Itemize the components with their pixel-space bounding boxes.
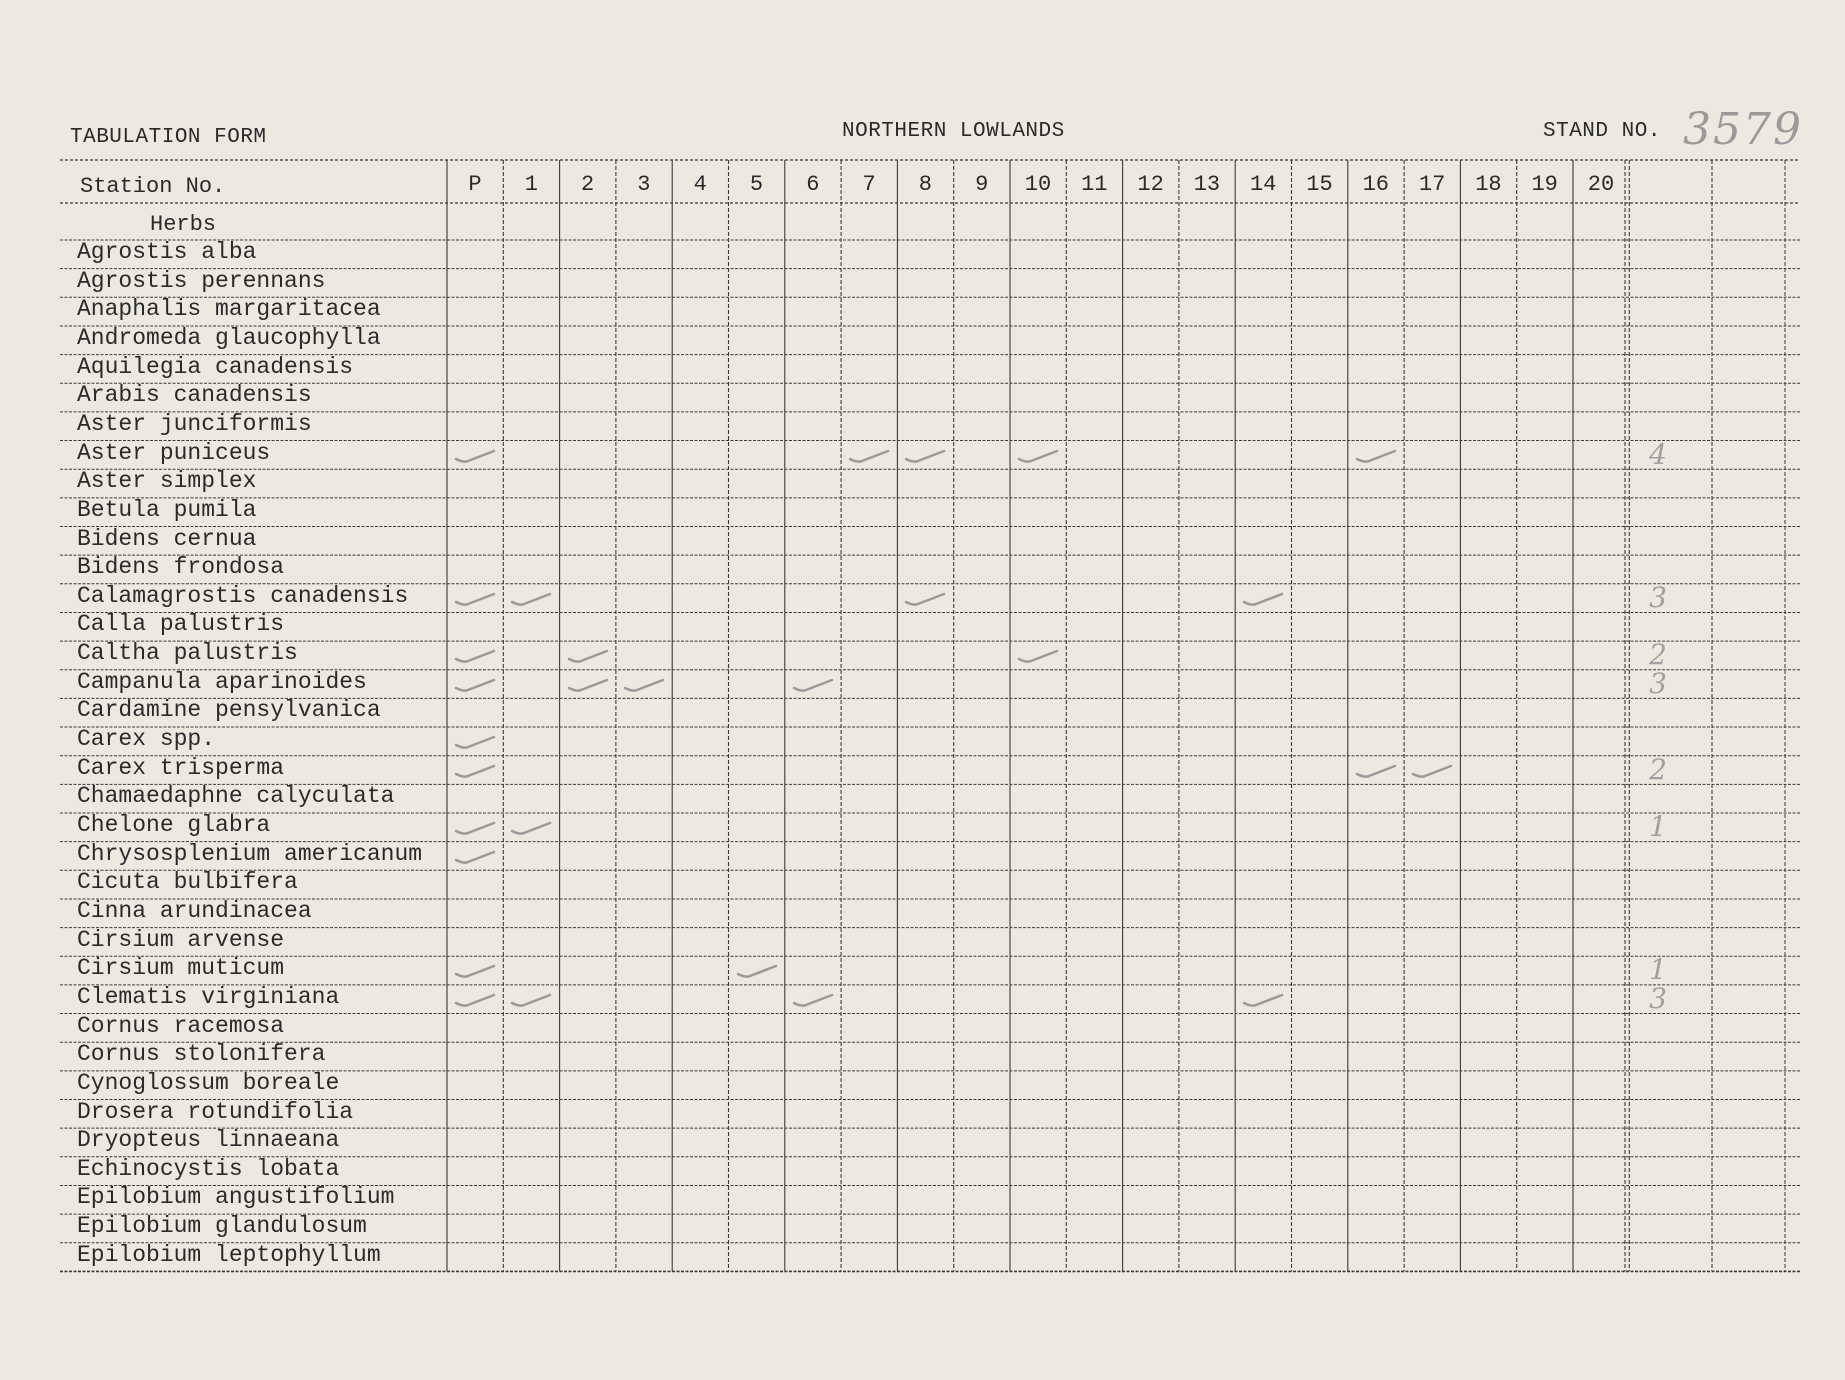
column-header-3: 3 [637,172,651,197]
check-mark [450,811,500,841]
column-header-18: 18 [1475,172,1502,197]
check-mark [788,668,838,698]
species-name: Cinna arundinacea [77,897,312,924]
species-name: Drosera rotundifolia [77,1098,354,1125]
column-header-19: 19 [1531,172,1558,197]
species-name: Chamaedaphne calyculata [77,783,395,810]
check-mark [450,582,500,612]
column-header-12: 12 [1137,172,1164,197]
column-header-1: 1 [524,172,538,197]
station-count: 2 [1649,638,1667,672]
check-mark [450,983,500,1013]
check-mark [900,439,950,469]
species-name: Aster puniceus [77,439,271,466]
check-mark [1351,439,1401,469]
column-header-9: 9 [975,172,989,197]
species-name: Aster junciformis [77,410,312,437]
species-name: Cornus racemosa [77,1012,285,1039]
station-count: 3 [1649,981,1667,1015]
species-name: Anaphalis margaritacea [77,296,381,323]
species-name: Bidens frondosa [77,554,285,581]
check-mark [788,983,838,1013]
check-mark [450,439,500,469]
species-name: Bidens cernua [77,525,257,552]
column-header-13: 13 [1193,172,1221,197]
species-name: Epilobium glandulosum [77,1213,367,1240]
column-header-6: 6 [806,172,820,197]
check-mark [1238,582,1288,612]
station-count: 1 [1649,810,1667,843]
stand-number-value: 3579 [1683,104,1803,155]
check-mark [844,439,894,469]
species-name: Cicuta bulbifera [77,869,298,896]
column-header-11: 11 [1081,172,1108,197]
check-mark [1351,754,1401,784]
species-name: Betula pumila [77,496,257,523]
column-header-16: 16 [1362,172,1389,197]
check-mark [450,668,500,698]
column-header-17: 17 [1418,172,1446,197]
species-name: Cirsium arvense [77,926,285,953]
check-mark [563,639,613,669]
column-header-15: 15 [1306,172,1333,197]
region-title: NORTHERN LOWLANDS [842,120,1065,143]
check-mark [450,840,500,870]
check-mark [900,582,950,612]
check-mark [732,954,782,984]
column-header-5: 5 [749,172,764,197]
species-name: Cynoglossum boreale [77,1069,340,1096]
species-name: Chelone glabra [77,812,271,838]
species-name: Carex trisperma [77,754,285,781]
species-name: Campanula aparinoides [77,668,367,695]
station-number-label: Station No. [80,174,226,199]
column-header-14: 14 [1249,172,1277,197]
check-mark [506,811,556,841]
column-header-P: P [468,172,482,197]
species-name: Agrostis perennans [77,267,326,294]
herbs-section-label: Herbs [150,212,217,237]
species-name: Cirsium muticum [77,955,285,982]
check-mark [1013,439,1063,469]
check-mark [450,954,500,984]
column-header-10: 10 [1024,172,1052,197]
species-name: Aquilegia canadensis [77,353,354,380]
species-name: Epilobium leptophyllum [77,1241,381,1268]
species-name: Cornus stolonifera [77,1041,326,1068]
check-mark [450,754,500,784]
species-name: Epilobium angustifolium [77,1184,395,1211]
species-name: Chrysosplenium americanum [77,840,423,867]
species-name: Andromeda glaucophylla [77,324,381,351]
check-mark [1238,983,1288,1013]
station-count: 4 [1649,437,1667,471]
species-name: Caltha palustris [77,640,298,667]
column-header-2: 2 [580,172,595,197]
check-mark [506,983,556,1013]
form-title: TABULATION FORM [70,126,267,149]
check-mark [1013,639,1063,669]
station-count: 3 [1649,666,1667,700]
column-header-7: 7 [862,172,876,197]
species-name: Cardamine pensylvanica [77,697,381,724]
check-mark [619,668,669,698]
check-mark [1407,754,1457,784]
column-header-4: 4 [693,172,707,197]
species-name: Carex spp. [77,726,216,753]
species-name: Arabis canadensis [77,382,312,409]
check-mark [450,725,500,755]
species-name: Aster simplex [77,468,257,495]
check-mark [563,668,613,698]
species-name: Clematis virginiana [77,983,340,1010]
species-name: Agrostis alba [77,239,257,265]
check-mark [450,639,500,669]
column-header-20: 20 [1587,172,1615,197]
column-header-8: 8 [918,172,932,197]
check-mark [506,582,556,612]
species-name: Calla palustris [77,611,285,638]
species-name: Echinocystis lobata [77,1155,340,1182]
species-name: Calamagrostis canadensis [77,582,409,609]
station-count: 1 [1649,953,1667,987]
stand-number-label: STAND NO. [1543,120,1661,143]
station-count: 3 [1649,580,1667,614]
species-name: Dryopteus linnaeana [77,1127,340,1154]
station-count: 2 [1649,752,1667,786]
